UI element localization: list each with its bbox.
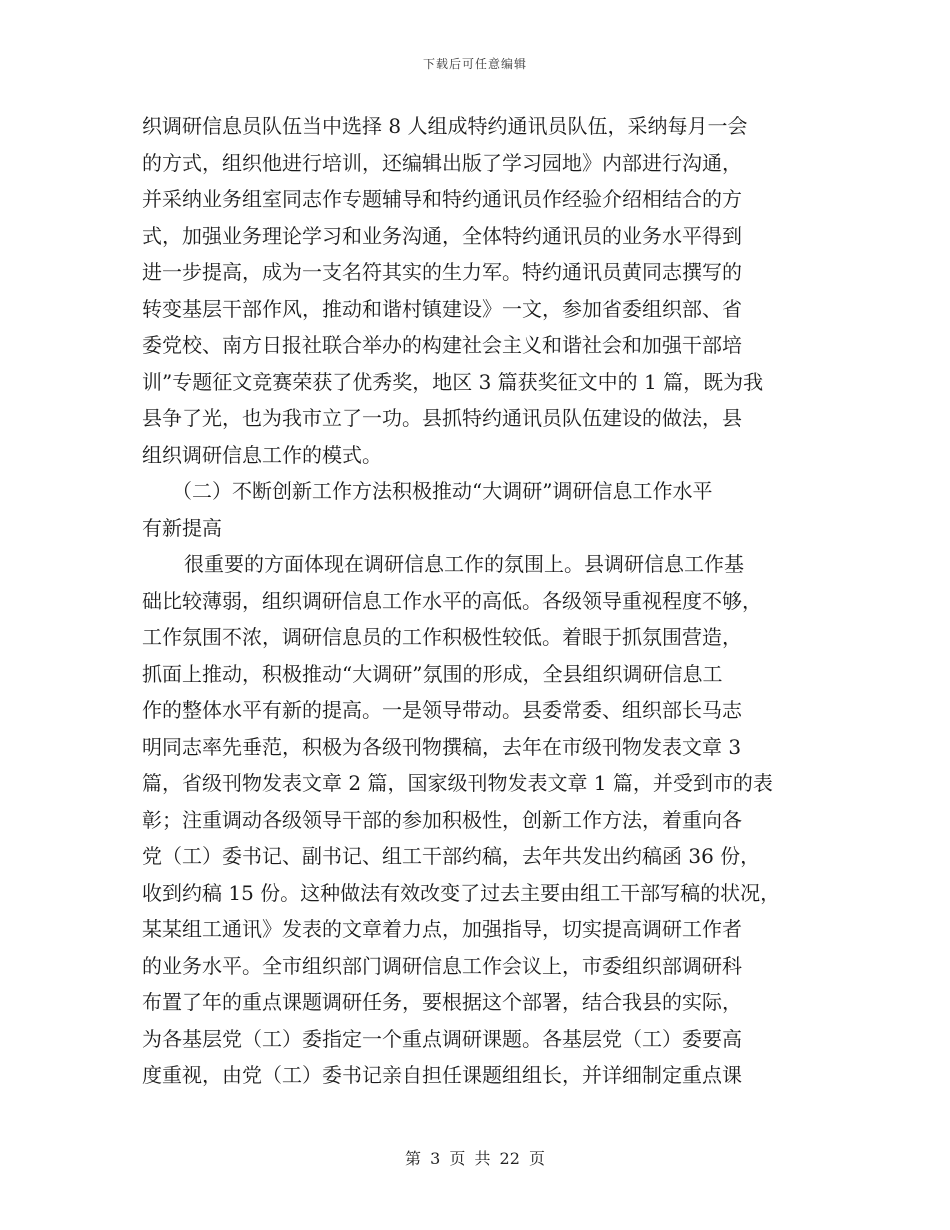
body-line: 工作氛围不浓，调研信息员的工作积极性较低。着眼于抓氛围营造， xyxy=(142,625,742,649)
body-line: 收到约稿 15 份。这种做法有效改变了过去主要由组工干部写稿的状况， xyxy=(142,880,781,905)
body-line: 抓面上推动，积极推动“大调研”氛围的形成，全县组织调研信息工 xyxy=(142,661,723,686)
body-line: 训”专题征文竞赛荣获了优秀奖，地区 3 篇获奖征文中的 1 篇，既为我 xyxy=(142,369,764,394)
body-line: 组织调研信息工作的模式。 xyxy=(142,442,382,467)
paragraph-start-line: 很重要的方面体现在调研信息工作的氛围上。县调研信息工作基 xyxy=(184,552,744,576)
body-line: 织调研信息员队伍当中选择 8 人组成特约通讯员队伍，采纳每月一会 xyxy=(142,114,748,138)
body-line: 委党校、南方日报社联合举办的构建社会主义和谐社会和加强干部培 xyxy=(142,333,742,357)
body-line: 彰；注重调动各级领导干部的参加积极性，创新工作方法，着重向各 xyxy=(142,807,742,832)
body-line: 式，加强业务理论学习和业务沟通，全体特约通讯员的业务水平得到 xyxy=(142,223,742,248)
body-line: 度重视，由党（工）委书记亲自担任课题组组长，并详细制定重点课 xyxy=(142,1063,742,1087)
body-line: 篇，省级刊物发表文章 2 篇，国家级刊物发表文章 1 篇，并受到市的表 xyxy=(142,771,773,795)
body-line: 县争了光，也为我市立了一功。县抓特约通讯员队伍建设的做法，县 xyxy=(142,406,742,430)
body-line: 转变基层干部作风，推动和谐村镇建设》一文，参加省委组织部、省 xyxy=(142,296,742,321)
body-line: 础比较薄弱，组织调研信息工作水平的高低。各级领导重视程度不够， xyxy=(142,588,762,613)
body-line: 的业务水平。全市组织部门调研信息工作会议上，市委组织部调研科 xyxy=(142,953,742,978)
body-line: 进一步提高，成为一支名符其实的生力军。特约通讯员黄同志撰写的 xyxy=(142,260,742,284)
body-line: 布置了年的重点课题调研任务，要根据这个部署，结合我县的实际， xyxy=(142,990,742,1014)
body-line: 作的整体水平有新的提高。一是领导带动。县委常委、组织部长马志 xyxy=(142,698,742,722)
page-footer: 第 3 页 共 22 页 xyxy=(405,1149,545,1168)
body-line: 并采纳业务组室同志作专题辅导和特约通讯员作经验介绍相结合的方 xyxy=(142,187,742,211)
body-line: 某某组工通讯》发表的文章着力点，加强指导，切实提高调研工作者 xyxy=(142,917,742,941)
page-header: 下载后可任意编辑 xyxy=(422,57,527,71)
body-line: 为各基层党（工）委指定一个重点调研课题。各基层党（工）委要高 xyxy=(142,1026,742,1051)
body-line: 的方式，组织他进行培训，还编辑出版了学习园地》内部进行沟通， xyxy=(142,150,742,175)
section-heading-continued: 有新提高 xyxy=(142,515,222,540)
section-heading: （二）不断创新工作方法积极推动“大调研”调研信息工作水平 xyxy=(172,479,713,503)
body-line: 党（工）委书记、副书记、组工干部约稿，去年共发出约稿函 36 份， xyxy=(142,844,761,868)
body-line: 明同志率先垂范，积极为各级刊物撰稿，去年在市级刊物发表文章 3 xyxy=(142,734,742,759)
document-body xyxy=(142,108,812,1094)
